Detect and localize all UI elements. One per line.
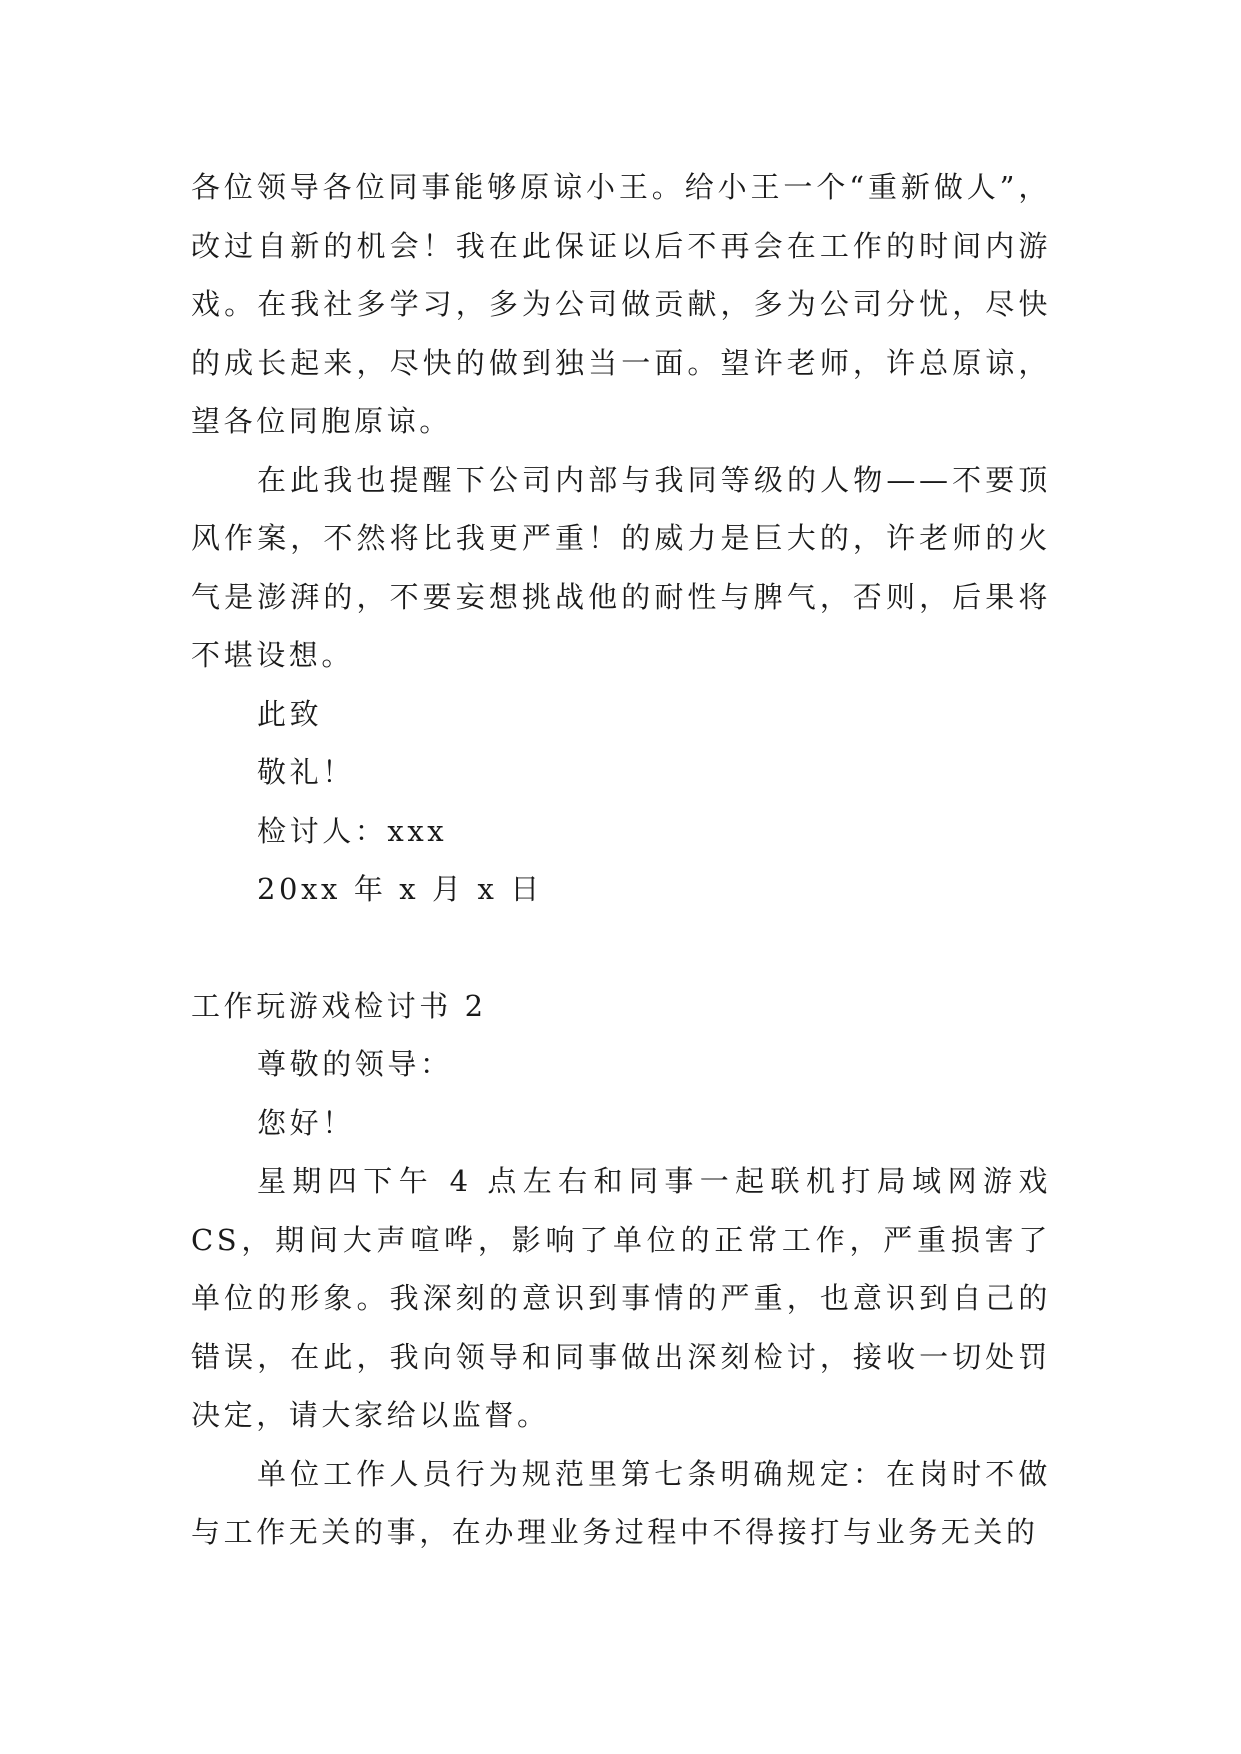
paragraph-rules: 单位工作人员行为规范里第七条明确规定：在岗时不做与工作无关的事，在办理业务过程中不得接打与业务无关的 [191, 1456, 1051, 1549]
signer-line: 检讨人：xxx [257, 813, 448, 848]
date-line: 20xx 年 x 月 x 日 [257, 872, 543, 906]
greeting-line: 您好！ [257, 1105, 355, 1140]
document-page [191, 158, 1051, 1562]
closing-salutation: 此致 [257, 696, 323, 731]
salutation-line: 尊敬的领导： [257, 1047, 453, 1081]
paragraph-warning: 在此我也提醒下公司内部与我同等级的人物——不要顶风作案，不然将比我更严重！的威力是巨大的，许老师的火气是澎湃的，不要妄想挑战他的耐性与脾气，否则，后果将不堪设想。 [191, 462, 1051, 672]
section-title: 工作玩游戏检讨书 2 [191, 988, 487, 1023]
paragraph-apology-continued: 各位领导各位同事能够原谅小王。给小王一个“重新做人”，改过自新的机会！我在此保证以后不再会在工作的时间内游戏。在我社多学习，多为公司做贡献，多为公司分忧，尽快的成长起来，尽快的做到独当一面。望许老师，许总原谅，望各位同胞原谅。 [191, 170, 1051, 438]
closing-respect: 敬礼！ [257, 755, 355, 789]
paragraph-incident: 星期四下午 4 点左右和同事一起联机打局域网游戏 CS，期间大声喧哗，影响了单位的正常工作，严重损害了单位的形象。我深刻的意识到事情的严重，也意识到自己的错误，在此，我向领导和同事做出深刻检讨，接收一切处罚决定，请大家给以监督。 [191, 1164, 1051, 1432]
